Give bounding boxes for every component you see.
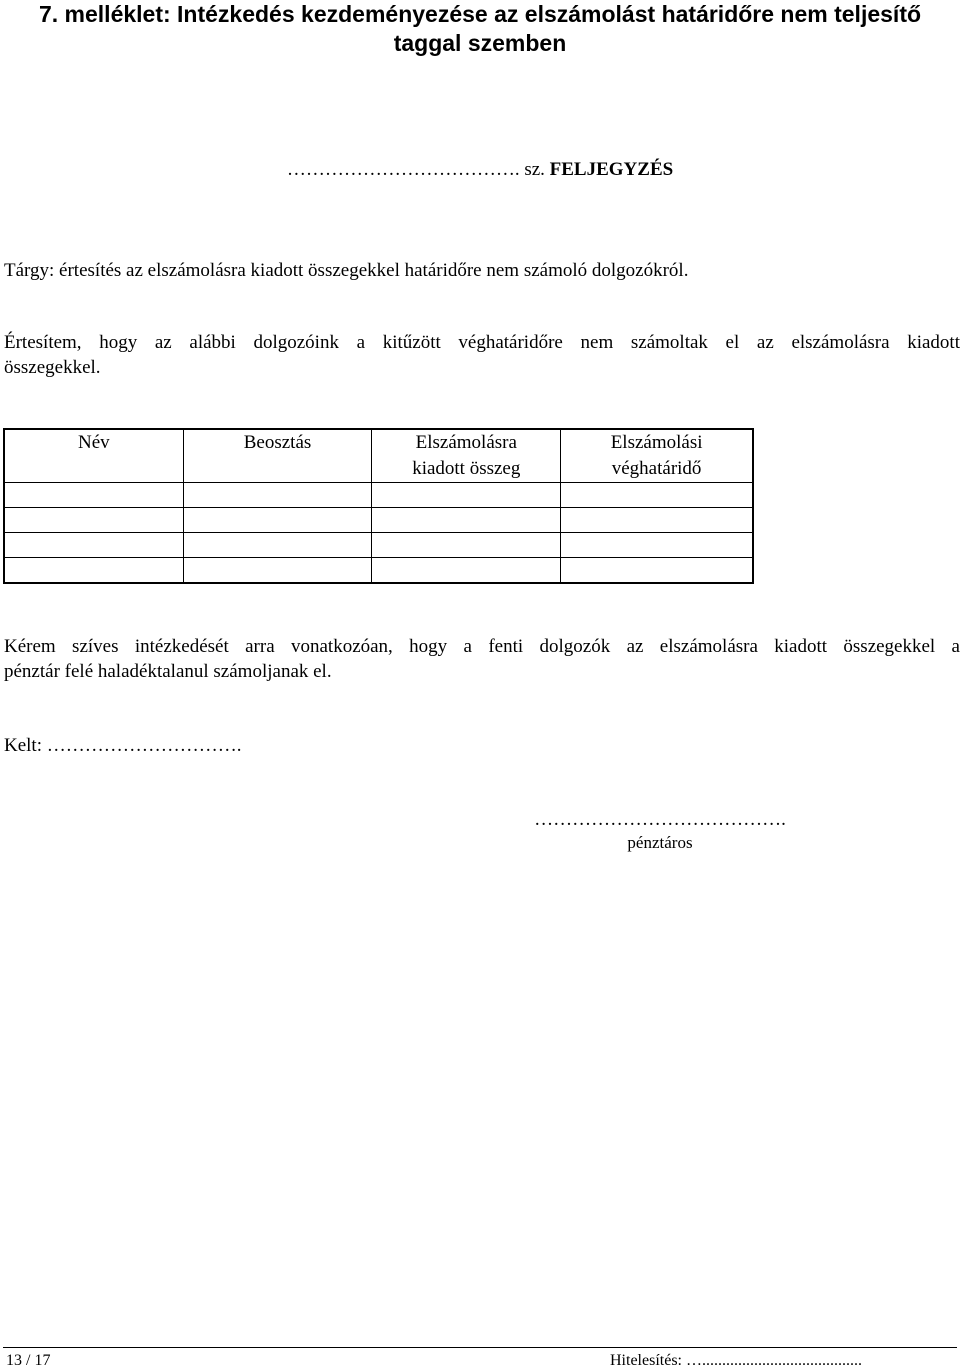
overdue-employees-table [3, 428, 754, 584]
heading-line-1: 7. melléklet: Intézkedés kezdeményezése az elszámolást határidőre nem teljesítő [38, 1, 922, 27]
request-paragraph [4, 634, 960, 684]
memo-number-title [0, 158, 960, 182]
memo-number-suffix: sz. [524, 159, 545, 180]
table-cell [4, 483, 183, 508]
signature-block [490, 808, 830, 854]
memo-number-dots: ………………………………. [286, 159, 520, 180]
page-heading [0, 0, 960, 58]
header-final-deadline: Elszámolási véghatáridő [561, 429, 753, 483]
page-number: 13 / 17 [6, 1352, 51, 1369]
table-row [4, 558, 753, 584]
table-cell [561, 483, 753, 508]
table-cell [183, 558, 372, 584]
certification-field: Hitelesítés: …........................................ [610, 1352, 862, 1369]
memo-title: FELJEGYZÉS [549, 159, 674, 180]
heading-line-2: taggal szemben [393, 30, 567, 56]
table-cell [183, 483, 372, 508]
table-cell [372, 558, 561, 584]
table-cell [372, 483, 561, 508]
table-row [4, 533, 753, 558]
table-cell [4, 508, 183, 533]
footer-divider [3, 1347, 957, 1348]
date-line: Kelt: …………………………. [4, 735, 242, 756]
request-line-2: pénztár felé haladéktalanul számoljanak el. [4, 661, 332, 682]
signature-role: pénztáros [627, 833, 693, 852]
header-amount-issued: Elszámolásra kiadott összeg [372, 429, 561, 483]
header-position: Beosztás [183, 429, 372, 483]
table-cell [183, 533, 372, 558]
table-cell [561, 533, 753, 558]
table-cell [561, 558, 753, 584]
table-cell [372, 533, 561, 558]
table-cell [4, 558, 183, 584]
table-cell [4, 533, 183, 558]
table-cell [561, 508, 753, 533]
request-line-1: Kérem szíves intézkedését arra vonatkozóan, hogy a fenti dolgozók az elszámolásra kiadott összegekkel a [4, 636, 960, 657]
signature-dots: …………………………………. [534, 809, 786, 830]
subject-line: Tárgy: értesítés az elszámolásra kiadott összegekkel határidőre nem számoló dolgozókról. [4, 260, 689, 281]
intro-line-1: Értesítem, hogy az alábbi dolgozóink a kitűzött véghatáridőre nem számoltak el az elszámolásra kiadott [4, 332, 960, 353]
table-header-row [4, 429, 753, 483]
intro-paragraph [4, 330, 960, 380]
intro-line-2: összegekkel. [4, 357, 101, 378]
table-row [4, 508, 753, 533]
table-cell [183, 508, 372, 533]
table-row [4, 483, 753, 508]
header-name: Név [4, 429, 183, 483]
table-cell [372, 508, 561, 533]
